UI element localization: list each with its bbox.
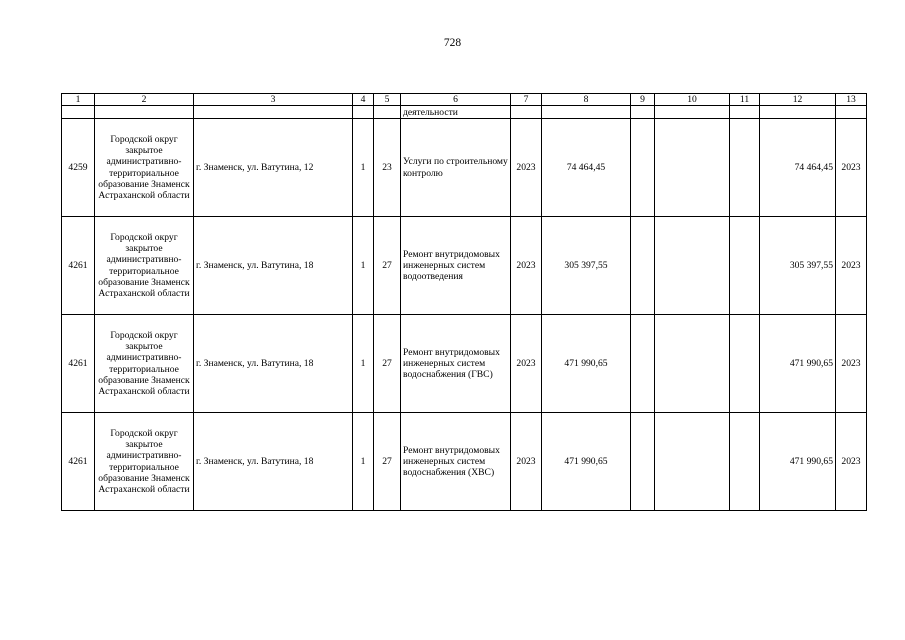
data-table	[61, 93, 867, 511]
col12-cell: 74 464,45	[760, 119, 836, 217]
total-cell: 471 990,65	[542, 413, 631, 511]
col4-cell: 1	[353, 217, 374, 315]
col5-cell: 27	[374, 315, 401, 413]
col4-cell: 1	[353, 315, 374, 413]
col12-cell: 471 990,65	[760, 413, 836, 511]
col10-cell	[655, 413, 730, 511]
work-cell: Ремонт внутридомовых инженерных систем водоснабжения (ГВС)	[401, 315, 511, 413]
col5-cell: 23	[374, 119, 401, 217]
total-cell: 305 397,55	[542, 217, 631, 315]
header-cell-7: 7	[511, 94, 542, 106]
row-id: 4261	[62, 217, 95, 315]
work-cell: Ремонт внутридомовых инженерных систем водоснабжения (ХВС)	[401, 413, 511, 511]
table-row	[62, 315, 867, 413]
work-cell: Услуги по строительному контролю	[401, 119, 511, 217]
header-cell-4: 4	[353, 94, 374, 106]
header-cell-3: 3	[194, 94, 353, 106]
header-cell-5: 5	[374, 94, 401, 106]
col11-cell	[730, 119, 760, 217]
col12-cell: 305 397,55	[760, 217, 836, 315]
header-cell-11: 11	[730, 94, 760, 106]
table-row	[62, 119, 867, 217]
owner-cell: Городской округ закрытое административно-территориальное образование Знаменск Астраханской области	[95, 217, 194, 315]
address-cell: г. Знаменск, ул. Ватутина, 18	[194, 413, 353, 511]
year-cell: 2023	[511, 119, 542, 217]
col11-cell	[730, 217, 760, 315]
header-cell-1: 1	[62, 94, 95, 106]
header-cell-8: 8	[542, 94, 631, 106]
col9-cell	[631, 413, 655, 511]
continuation-row	[62, 106, 867, 119]
col11-cell	[730, 315, 760, 413]
year-cell: 2023	[511, 413, 542, 511]
row-id: 4261	[62, 315, 95, 413]
header-cell-2: 2	[95, 94, 194, 106]
col11-cell	[730, 413, 760, 511]
col4-cell: 1	[353, 413, 374, 511]
table-row	[62, 217, 867, 315]
col10-cell	[655, 119, 730, 217]
col10-cell	[655, 315, 730, 413]
header-cell-10: 10	[655, 94, 730, 106]
col5-cell: 27	[374, 413, 401, 511]
header-cell-6: 6	[401, 94, 511, 106]
total-cell: 74 464,45	[542, 119, 631, 217]
col5-cell: 27	[374, 217, 401, 315]
col13-cell: 2023	[836, 413, 867, 511]
col13-cell: 2023	[836, 315, 867, 413]
header-cell-13: 13	[836, 94, 867, 106]
owner-cell: Городской округ закрытое административно-территориальное образование Знаменск Астраханской области	[95, 119, 194, 217]
total-cell: 471 990,65	[542, 315, 631, 413]
col13-cell: 2023	[836, 119, 867, 217]
address-cell: г. Знаменск, ул. Ватутина, 18	[194, 315, 353, 413]
owner-cell: Городской округ закрытое административно-территориальное образование Знаменск Астраханской области	[95, 315, 194, 413]
year-cell: 2023	[511, 217, 542, 315]
col12-cell: 471 990,65	[760, 315, 836, 413]
col13-cell: 2023	[836, 217, 867, 315]
header-cell-9: 9	[631, 94, 655, 106]
continuation-text: деятельности	[401, 106, 511, 119]
header-cell-12: 12	[760, 94, 836, 106]
row-id: 4259	[62, 119, 95, 217]
year-cell: 2023	[511, 315, 542, 413]
col9-cell	[631, 119, 655, 217]
col4-cell: 1	[353, 119, 374, 217]
work-cell: Ремонт внутридомовых инженерных систем водоотведения	[401, 217, 511, 315]
address-cell: г. Знаменск, ул. Ватутина, 12	[194, 119, 353, 217]
col9-cell	[631, 315, 655, 413]
col10-cell	[655, 217, 730, 315]
table-row	[62, 413, 867, 511]
row-id: 4261	[62, 413, 95, 511]
col9-cell	[631, 217, 655, 315]
owner-cell: Городской округ закрытое административно-территориальное образование Знаменск Астраханской области	[95, 413, 194, 511]
page-number: 728	[443, 37, 462, 49]
address-cell: г. Знаменск, ул. Ватутина, 18	[194, 217, 353, 315]
header-row	[62, 94, 867, 106]
